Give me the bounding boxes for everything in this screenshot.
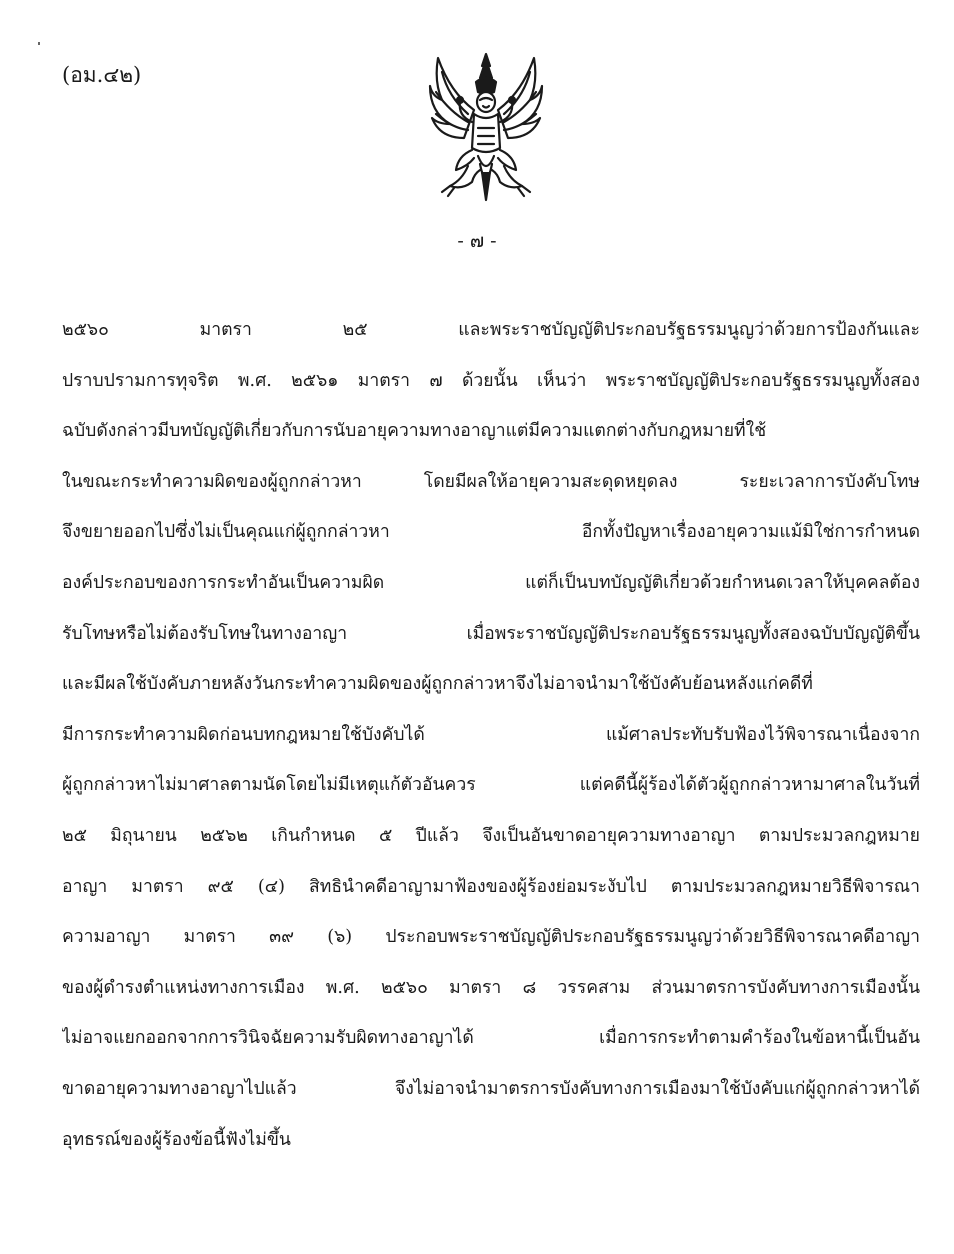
body-line: ของผู้ดำรงตำแหน่งทางการเมือง พ.ศ. ๒๕๖๐ มาตรา ๘ วรรคสาม ส่วนมาตรการบังคับทางการเมืองนั้น [62,977,920,998]
body-line: ๒๕๖๐ มาตรา ๒๕ และพระราชบัญญัติประกอบรัฐธรรมนูญว่าด้วยการป้องกันและ [62,320,920,340]
body-line: จึงขยายออกไปซึ่งไม่เป็นคุณแก่ผู้ถูกกล่าวหา อีกทั้งปัญหาเรื่องอายุความแม้มิใช่การกำหนด [62,522,920,543]
scan-speck [38,42,40,45]
document-body [62,310,920,1170]
body-line: ขาดอายุความทางอาญาไปแล้ว จึงไม่อาจนำมาตรการบังคับทางการเมืองมาใช้บังคับแก่ผู้ถูกกล่าวหาได้ [62,1078,920,1099]
body-line: องค์ประกอบของการกระทำอันเป็นความผิด แต่ก็เป็นบทบัญญัติเกี่ยวด้วยกำหนดเวลาให้บุคคลต้อง [62,572,920,593]
body-line: อุทธรณ์ของผู้ร้องข้อนี้ฟังไม่ขึ้น [62,1129,291,1150]
body-line: ๒๕ มิถุนายน ๒๕๖๒ เกินกำหนด ๕ ปีแล้ว จึงเป็นอันขาดอายุความทางอาญา ตามประมวลกฎหมาย [62,825,920,846]
body-line: ไม่อาจแยกออกจากการวินิจฉัยความรับผิดทางอาญาได้ เมื่อการกระทำตามคำร้องในข้อหานี้เป็นอัน [62,1028,920,1049]
body-line: ในขณะกระทำความผิดของผู้ถูกกล่าวหา โดยมีผลให้อายุความสะดุดหยุดลง ระยะเวลาการบังคับโทษ [62,471,920,492]
garuda-emblem-icon [428,52,544,202]
body-line: มีการกระทำความผิดก่อนบทกฎหมายใช้บังคับได้ แม้ศาลประทับรับฟ้องไว้พิจารณาเนื่องจาก [62,724,920,745]
body-line: อาญา มาตรา ๙๕ (๔) สิทธินำคดีอาญามาฟ้องของผู้ร้องย่อมระงับไป ตามประมวลกฎหมายวิธีพิจารณา [62,876,920,897]
body-line: ปราบปรามการทุจริต พ.ศ. ๒๕๖๑ มาตรา ๗ ด้วยนั้น เห็นว่า พระราชบัญญัติประกอบรัฐธรรมนูญทั้งสอง [62,370,920,391]
body-line: ผู้ถูกกล่าวหาไม่มาศาลตามนัดโดยไม่มีเหตุแก้ตัวอันควร แต่คดีนี้ผู้ร้องได้ตัวผู้ถูกกล่าวหามาศาลในวันที่ [62,775,920,796]
body-line: รับโทษหรือไม่ต้องรับโทษในทางอาญา เมื่อพระราชบัญญัติประกอบรัฐธรรมนูญทั้งสองฉบับบัญญัติขึ้น [62,623,920,644]
body-line: ฉบับดังกล่าวมีบทบัญญัติเกี่ยวกับการนับอายุความทางอาญาแต่มีความแตกต่างกับกฎหมายที่ใช้ [62,421,767,442]
page-number: - ๗ - [457,230,497,252]
body-line: ความอาญา มาตรา ๓๙ (๖) ประกอบพระราชบัญญัติประกอบรัฐธรรมนูญว่าด้วยวิธีพิจารณาคดีอาญา [62,927,920,948]
body-line: และมีผลใช้บังคับภายหลังวันกระทำความผิดของผู้ถูกกล่าวหาจึงไม่อาจนำมาใช้บังคับย้อนหลังแก่คดีที่ [62,674,813,695]
form-code: (อม.๔๒) [62,63,142,87]
